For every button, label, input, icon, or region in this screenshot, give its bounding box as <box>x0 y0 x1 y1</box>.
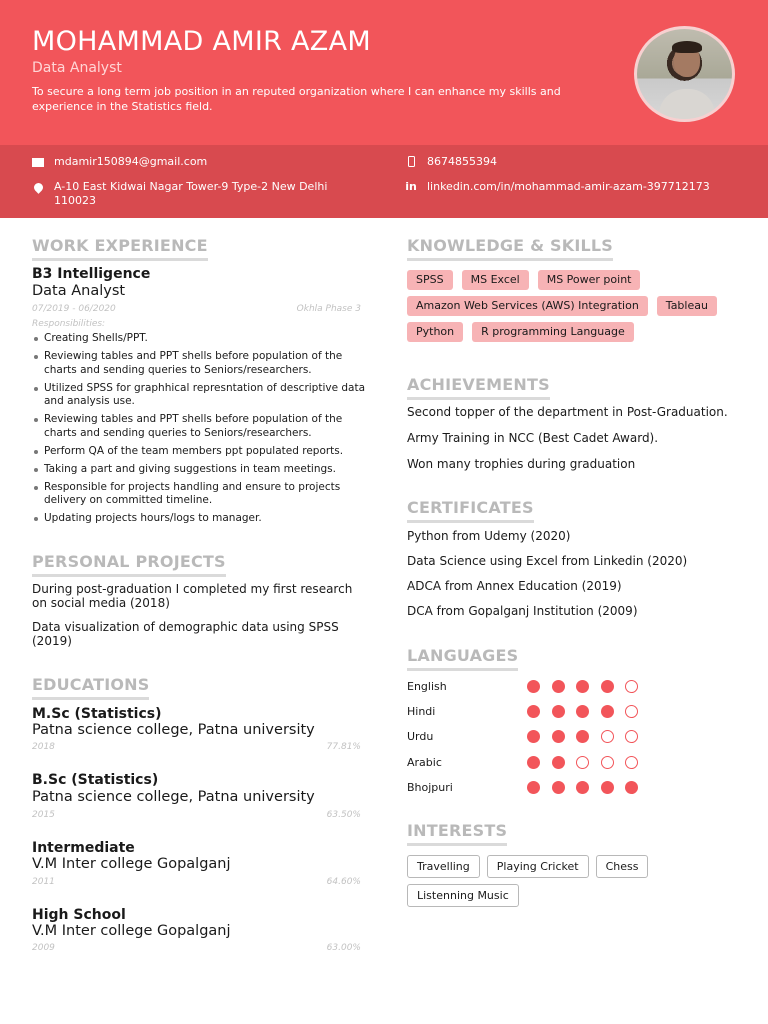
list-item: Perform QA of the team members ppt populated reports. <box>32 445 372 459</box>
level-dot-filled <box>527 680 540 693</box>
photo-hair <box>672 41 702 53</box>
achievement-item: Won many trophies during graduation <box>407 457 636 471</box>
candidate-name: MOHAMMAD AMIR AZAM <box>32 26 371 57</box>
level-dot-filled <box>576 781 589 794</box>
skill-tag: Amazon Web Services (AWS) Integration <box>407 296 648 316</box>
job-dates: 07/2019 - 06/2020 <box>32 304 116 314</box>
resume-header <box>0 0 768 145</box>
phone-text[interactable]: 8674855394 <box>427 155 497 168</box>
interest-tag: Travelling <box>407 855 480 878</box>
contact-email[interactable] <box>32 155 207 171</box>
level-dot-empty <box>625 705 638 718</box>
edu-degree: High School <box>32 907 126 923</box>
edu-school: Patna science college, Patna university <box>32 722 315 738</box>
level-dot-filled <box>552 705 565 718</box>
interest-tag: Chess <box>596 855 649 878</box>
skill-tag: Tableau <box>657 296 717 316</box>
edu-score: 63.50% <box>326 810 361 820</box>
linkedin-text[interactable]: linkedin.com/in/mohammad-amir-azam-397712173 <box>427 180 710 193</box>
list-item: Taking a part and giving suggestions in team meetings. <box>32 463 372 477</box>
level-dot-empty <box>625 730 638 743</box>
level-dot-empty <box>625 756 638 769</box>
section-achievements: ACHIEVEMENTS <box>407 375 550 400</box>
address-text: A-10 East Kidwai Nagar Tower-9 Type-2 New Delhi 110023 <box>54 180 328 207</box>
envelope-icon <box>32 158 44 167</box>
level-dot-filled <box>625 781 638 794</box>
list-item: Responsible for projects handling and ensure to projects delivery on committed timeline. <box>32 481 372 508</box>
certificate-item: ADCA from Annex Education (2019) <box>407 579 622 593</box>
skill-tag: MS Power point <box>538 270 641 290</box>
edu-score: 63.00% <box>326 943 361 953</box>
edu-year: 2011 <box>32 877 55 887</box>
section-certificates: CERTIFICATES <box>407 498 534 523</box>
edu-school: V.M Inter college Gopalganj <box>32 856 231 872</box>
section-work-experience: WORK EXPERIENCE <box>32 236 208 261</box>
interests-list <box>407 855 737 913</box>
level-dot-filled <box>601 781 614 794</box>
list-item: Utilized SPSS for graphhical represntation of descriptive data and analysis use. <box>32 382 372 409</box>
level-dot-filled <box>601 705 614 718</box>
skill-tag: R programming Language <box>472 322 634 342</box>
project-item: During post-graduation I completed my first research on social media (2018) <box>32 582 353 610</box>
language-level <box>527 730 638 743</box>
level-dot-empty <box>625 680 638 693</box>
responsibilities-label: Responsibilities: <box>32 319 106 329</box>
level-dot-filled <box>527 781 540 794</box>
skill-tag: Python <box>407 322 463 342</box>
language-name: English <box>407 680 447 693</box>
level-dot-filled <box>527 730 540 743</box>
edu-degree: M.Sc (Statistics) <box>32 706 162 722</box>
certificate-item: DCA from Gopalganj Institution (2009) <box>407 604 638 618</box>
edu-year: 2018 <box>32 742 55 752</box>
language-level <box>527 756 638 769</box>
level-dot-filled <box>552 756 565 769</box>
interest-tag: Playing Cricket <box>487 855 589 878</box>
level-dot-empty <box>601 756 614 769</box>
certificate-item: Data Science using Excel from Linkedin (2020) <box>407 554 688 568</box>
language-level <box>527 705 638 718</box>
list-item: Updating projects hours/logs to manager. <box>32 512 372 526</box>
interest-tag: Listenning Music <box>407 884 519 907</box>
level-dot-filled <box>527 756 540 769</box>
language-name: Arabic <box>407 755 442 769</box>
edu-year: 2015 <box>32 810 55 820</box>
email-text[interactable]: mdamir150894@gmail.com <box>54 155 208 168</box>
level-dot-filled <box>527 705 540 718</box>
job-company: B3 Intelligence <box>32 266 151 282</box>
level-dot-filled <box>576 730 589 743</box>
contact-bar <box>0 145 768 218</box>
achievement-item: Second topper of the department in Post-Graduation. <box>407 405 728 419</box>
level-dot-filled <box>601 680 614 693</box>
language-name: Urdu <box>407 730 434 744</box>
career-objective: To secure a long term job position in an reputed organization where I can enhance my skills and experience in the Statistics field. <box>32 85 561 113</box>
project-item: Data visualization of demographic data using SPSS (2019) <box>32 620 339 648</box>
edu-school: Patna science college, Patna university <box>32 789 315 805</box>
section-knowledge-skills: KNOWLEDGE & SKILLS <box>407 236 613 261</box>
location-pin-icon <box>32 181 45 194</box>
language-name: Hindi <box>407 705 436 719</box>
phone-icon <box>408 156 415 167</box>
contact-phone[interactable] <box>405 155 497 171</box>
contact-address <box>32 180 362 208</box>
skills-list <box>407 270 737 348</box>
level-dot-filled <box>576 680 589 693</box>
level-dot-filled <box>552 781 565 794</box>
skill-tag: SPSS <box>407 270 453 290</box>
section-languages: LANGUAGES <box>407 646 518 671</box>
contact-linkedin[interactable] <box>405 180 710 194</box>
level-dot-filled <box>552 680 565 693</box>
candidate-role: Data Analyst <box>32 60 122 76</box>
job-location: Okhla Phase 3 <box>296 304 361 314</box>
job-title: Data Analyst <box>32 283 126 299</box>
edu-school: V.M Inter college Gopalganj <box>32 923 231 939</box>
profile-photo <box>634 26 735 122</box>
language-name: Bhojpuri <box>407 780 453 794</box>
level-dot-empty <box>576 756 589 769</box>
edu-degree: B.Sc (Statistics) <box>32 772 159 788</box>
linkedin-icon: in <box>405 180 417 193</box>
photo-shirt <box>659 89 715 122</box>
list-item: Reviewing tables and PPT shells before population of the charts and sending queries to Seniors/researchers. <box>32 350 372 377</box>
list-item: Creating Shells/PPT. <box>32 332 372 346</box>
level-dot-filled <box>552 730 565 743</box>
section-personal-projects: PERSONAL PROJECTS <box>32 552 226 577</box>
language-level <box>527 680 638 693</box>
list-item: Reviewing tables and PPT shells before population of the charts and sending queries to Seniors/researchers. <box>32 413 372 440</box>
language-level <box>527 781 638 794</box>
edu-score: 64.60% <box>326 877 361 887</box>
certificate-item: Python from Udemy (2020) <box>407 529 571 543</box>
edu-degree: Intermediate <box>32 840 135 856</box>
level-dot-empty <box>601 730 614 743</box>
section-educations: EDUCATIONS <box>32 675 149 700</box>
skill-tag: MS Excel <box>462 270 529 290</box>
section-interests: INTERESTS <box>407 821 507 846</box>
responsibilities-list <box>32 332 372 530</box>
level-dot-filled <box>576 705 589 718</box>
edu-year: 2009 <box>32 943 55 953</box>
edu-score: 77.81% <box>326 742 361 752</box>
achievement-item: Army Training in NCC (Best Cadet Award). <box>407 431 659 445</box>
